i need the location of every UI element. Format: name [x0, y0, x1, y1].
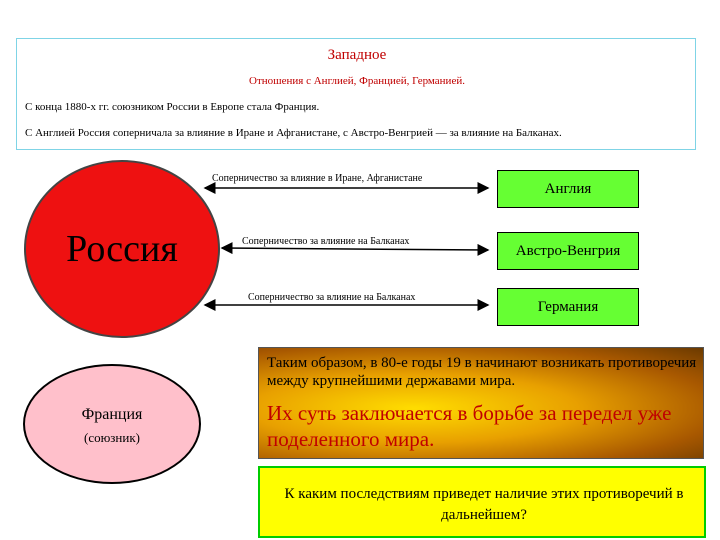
info-title: Западное	[327, 47, 387, 63]
info-line-rivalry: С Англией Россия соперничала за влияние в Иране и Афганистане, с Австро-Венгрией — за влияние на Балканах.	[25, 127, 562, 139]
russia-circle	[24, 160, 220, 338]
arrow-label-germany: Соперничество за влияние на Балканах	[248, 292, 416, 303]
arrow-label-england: Соперничество за влияние в Иране, Афганистане	[212, 173, 423, 184]
france-ally-note: (союзник)	[83, 430, 140, 445]
country-england: Англия	[497, 170, 639, 208]
info-subtitle: Отношения с Англией, Францией, Германией.	[249, 75, 465, 87]
country-germany: Германия	[497, 288, 639, 326]
arrow-label-austria: Соперничество за влияние на Балканах	[242, 236, 410, 247]
question-box	[258, 466, 706, 538]
country-austria-hungary: Австро-Венгрия	[497, 232, 639, 270]
conclusion-text: Таким образом, в 80-е годы 19 в начинают возникать противоречия между крупнейшими державами мира.	[267, 355, 697, 389]
arrow-austria	[222, 248, 488, 250]
info-line-france: С конца 1880-х гг. союзником России в Европе стала Франция.	[25, 101, 320, 113]
conclusion-highlight: Их суть заключается в борьбе за передел уже поделенного мира.	[267, 401, 672, 451]
conclusion-box	[258, 347, 704, 459]
russia-label: Россия	[66, 228, 178, 270]
question-text: К каким последствиям приведет наличие этих противоречий в дальнейшем?	[284, 486, 684, 523]
france-oval	[23, 364, 201, 484]
france-label: Франция	[81, 406, 143, 423]
